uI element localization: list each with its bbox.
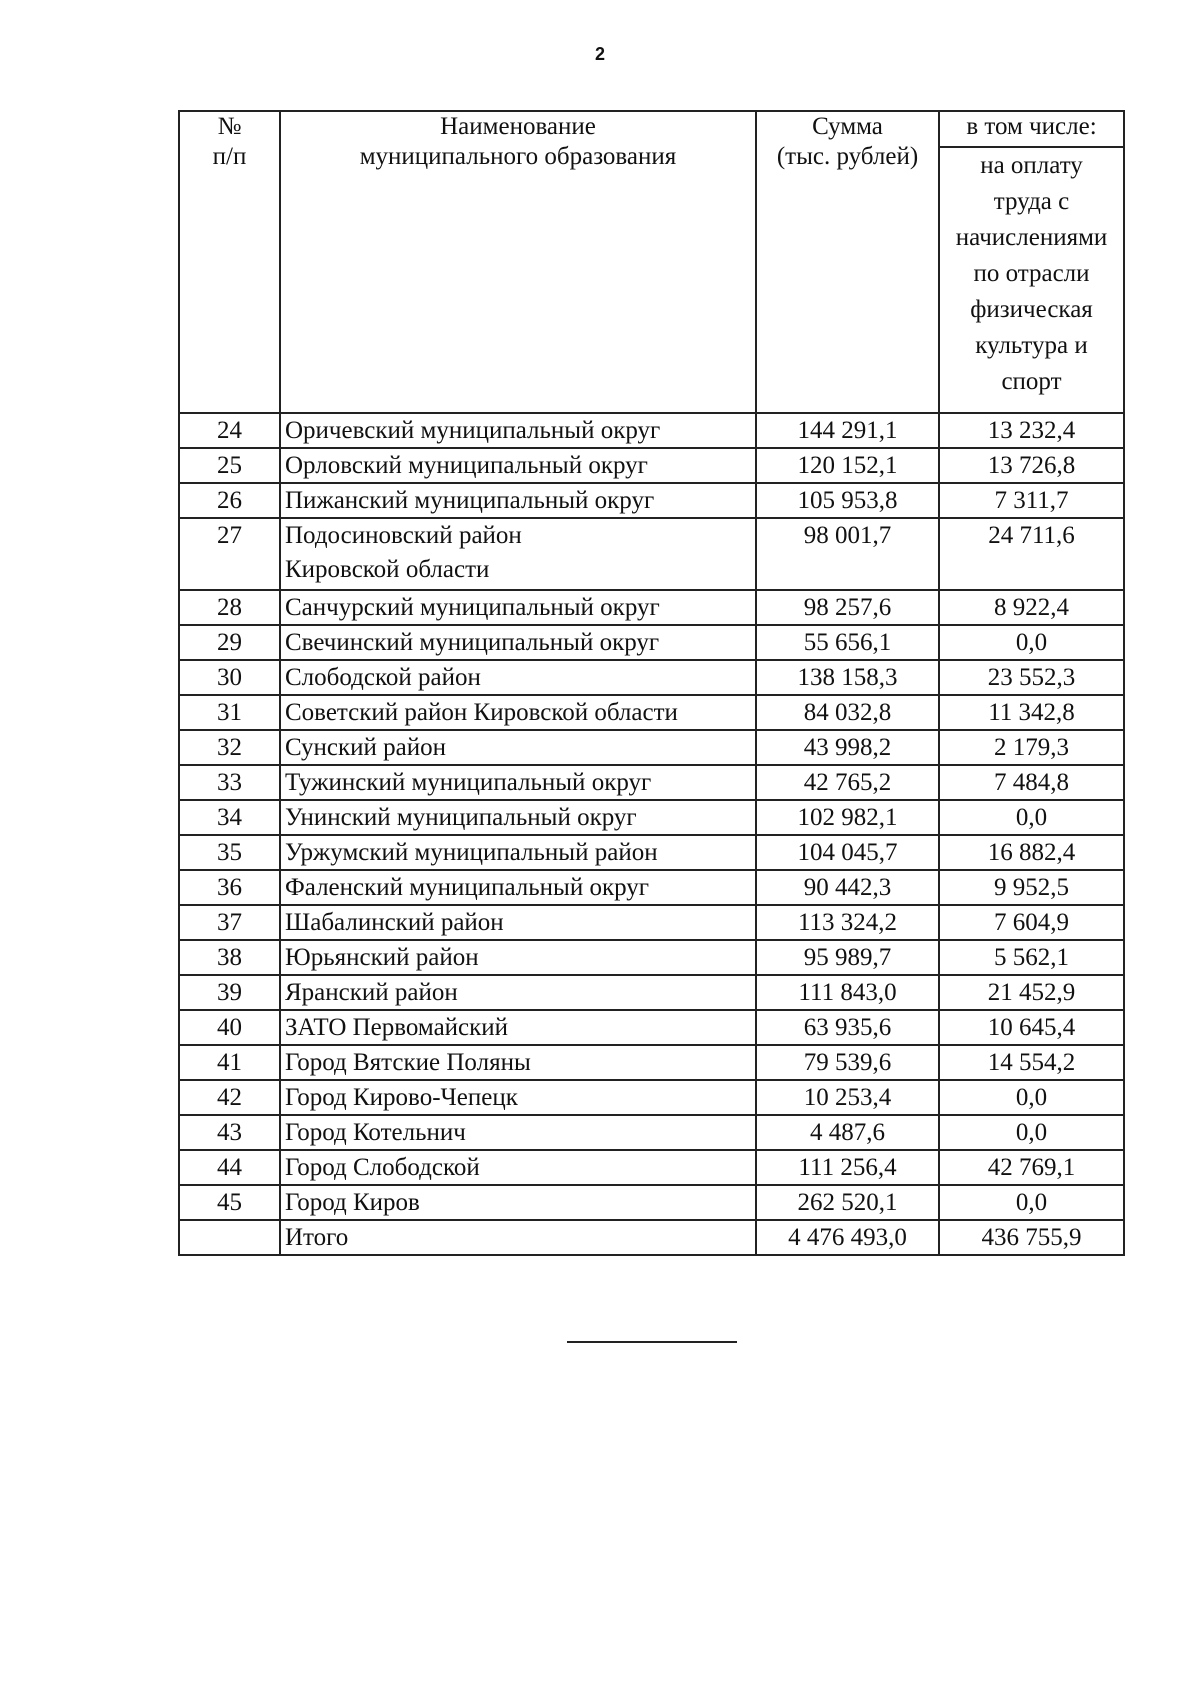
row-labor: 14 554,2 (939, 1045, 1124, 1080)
total-number (179, 1220, 280, 1255)
row-sum: 102 982,1 (756, 800, 939, 835)
row-labor: 24 711,6 (939, 518, 1124, 590)
row-number: 42 (179, 1080, 280, 1115)
header-number-line: п/п (212, 143, 247, 170)
header-labor-line: спорт (1001, 368, 1062, 395)
row-sum: 138 158,3 (756, 660, 939, 695)
municipality-name-line: Город Киров (285, 1189, 420, 1216)
table-row (179, 1045, 1124, 1080)
municipality-name-line: Унинский муниципальный округ (285, 804, 637, 831)
municipality-name-line: Слободской район (285, 664, 481, 691)
row-labor: 0,0 (939, 625, 1124, 660)
row-number: 34 (179, 800, 280, 835)
total-label: Итого (280, 1220, 756, 1255)
header-labor-line: по отрасли (973, 260, 1090, 287)
table-row (179, 625, 1124, 660)
table-body (179, 413, 1124, 1220)
municipality-name (280, 905, 756, 940)
municipality-name (280, 1010, 756, 1045)
municipality-name-line: Тужинский муниципальный округ (285, 769, 652, 796)
row-number: 38 (179, 940, 280, 975)
municipality-name-line: Свечинский муниципальный округ (285, 629, 660, 656)
row-sum: 111 256,4 (756, 1150, 939, 1185)
municipality-name (280, 800, 756, 835)
row-sum: 144 291,1 (756, 413, 939, 448)
row-sum: 55 656,1 (756, 625, 939, 660)
municipality-name (280, 625, 756, 660)
row-sum: 120 152,1 (756, 448, 939, 483)
municipality-name (280, 975, 756, 1010)
row-labor: 7 311,7 (939, 483, 1124, 518)
row-sum: 113 324,2 (756, 905, 939, 940)
row-labor: 9 952,5 (939, 870, 1124, 905)
row-number: 29 (179, 625, 280, 660)
row-number: 39 (179, 975, 280, 1010)
row-number: 41 (179, 1045, 280, 1080)
municipality-name (280, 1150, 756, 1185)
municipality-name-line: Шабалинский район (285, 909, 504, 936)
row-sum: 98 001,7 (756, 518, 939, 590)
municipality-name (280, 695, 756, 730)
row-labor: 0,0 (939, 800, 1124, 835)
municipality-name-line: Город Кирово-Чепецк (285, 1084, 518, 1111)
table-row (179, 590, 1124, 625)
closing-rule (567, 1341, 737, 1343)
row-labor: 7 604,9 (939, 905, 1124, 940)
municipality-name-line: Город Вятские Поляны (285, 1049, 531, 1076)
header-labor-line: труда с (993, 188, 1070, 215)
row-labor: 0,0 (939, 1080, 1124, 1115)
municipality-name (280, 1115, 756, 1150)
municipality-name-line: Сунский район (285, 734, 447, 761)
municipality-name-line: Город Котельнич (285, 1119, 466, 1146)
municipality-name-line: Орловский муниципальный округ (285, 452, 648, 479)
row-number: 35 (179, 835, 280, 870)
row-number: 26 (179, 483, 280, 518)
row-labor: 2 179,3 (939, 730, 1124, 765)
table-row (179, 940, 1124, 975)
table-row (179, 1080, 1124, 1115)
municipality-name (280, 870, 756, 905)
row-number: 31 (179, 695, 280, 730)
table-row (179, 695, 1124, 730)
row-number: 44 (179, 1150, 280, 1185)
row-sum: 42 765,2 (756, 765, 939, 800)
municipality-name-line: Город Слободской (285, 1154, 480, 1181)
table-row (179, 835, 1124, 870)
row-labor: 13 232,4 (939, 413, 1124, 448)
municipality-name-line: Кировской области (285, 556, 490, 583)
municipality-name-line: Пижанский муниципальный округ (285, 487, 655, 514)
row-number: 32 (179, 730, 280, 765)
table-row (179, 1115, 1124, 1150)
row-labor: 0,0 (939, 1185, 1124, 1220)
row-number: 25 (179, 448, 280, 483)
municipality-name-line: Оричевский муниципальный округ (285, 417, 661, 444)
row-sum: 10 253,4 (756, 1080, 939, 1115)
header-labor-line: на оплату (980, 152, 1083, 179)
municipality-name-line: Санчурский муниципальный округ (285, 594, 660, 621)
municipality-name-line: Подосиновский район (285, 522, 522, 549)
table-footer (179, 1220, 1124, 1255)
row-sum: 79 539,6 (756, 1045, 939, 1080)
row-labor: 5 562,1 (939, 940, 1124, 975)
row-labor: 13 726,8 (939, 448, 1124, 483)
row-labor: 10 645,4 (939, 1010, 1124, 1045)
table-header (179, 111, 1124, 413)
row-number: 33 (179, 765, 280, 800)
row-labor: 11 342,8 (939, 695, 1124, 730)
total-sum: 4 476 493,0 (756, 1220, 939, 1255)
row-number: 27 (179, 518, 280, 590)
table-row (179, 518, 1124, 590)
municipality-name (280, 1080, 756, 1115)
header-sum-line: (тыс. рублей) (776, 143, 919, 170)
allocation-table (178, 110, 1125, 1256)
row-number: 36 (179, 870, 280, 905)
header-labor (939, 147, 1124, 413)
header-name-line: муниципального образования (359, 143, 677, 170)
table-row (179, 1150, 1124, 1185)
table-row (179, 413, 1124, 448)
municipality-name (280, 940, 756, 975)
page-number: 2 (594, 44, 605, 64)
table-row (179, 905, 1124, 940)
row-number: 45 (179, 1185, 280, 1220)
row-labor: 23 552,3 (939, 660, 1124, 695)
table-row (179, 1185, 1124, 1220)
row-sum: 43 998,2 (756, 730, 939, 765)
header-number-line: № (217, 113, 242, 140)
municipality-name (280, 1045, 756, 1080)
total-row (179, 1220, 1124, 1255)
row-number: 40 (179, 1010, 280, 1045)
table-row (179, 483, 1124, 518)
municipality-name-line: Юрьянский район (285, 944, 479, 971)
header-name (280, 111, 756, 413)
table-row (179, 870, 1124, 905)
municipality-name (280, 413, 756, 448)
municipality-name (280, 518, 756, 590)
row-labor: 8 922,4 (939, 590, 1124, 625)
municipality-name-line: Фаленский муниципальный округ (285, 874, 650, 901)
table-row (179, 765, 1124, 800)
header-sum (756, 111, 939, 413)
header-including: в том числе: (939, 111, 1124, 147)
row-number: 28 (179, 590, 280, 625)
row-number: 30 (179, 660, 280, 695)
row-sum: 262 520,1 (756, 1185, 939, 1220)
municipality-name-line: Советский район Кировской области (285, 699, 678, 726)
municipality-name (280, 590, 756, 625)
municipality-name (280, 660, 756, 695)
total-labor: 436 755,9 (939, 1220, 1124, 1255)
municipality-name (280, 765, 756, 800)
row-sum: 4 487,6 (756, 1115, 939, 1150)
municipality-name-line: Уржумский муниципальный район (285, 839, 658, 866)
table-row (179, 660, 1124, 695)
table-row (179, 730, 1124, 765)
row-number: 24 (179, 413, 280, 448)
municipality-name (280, 835, 756, 870)
row-sum: 98 257,6 (756, 590, 939, 625)
row-sum: 95 989,7 (756, 940, 939, 975)
header-labor-line: культура и (975, 332, 1088, 359)
municipality-name (280, 483, 756, 518)
row-sum: 90 442,3 (756, 870, 939, 905)
row-sum: 84 032,8 (756, 695, 939, 730)
header-sum-line: Сумма (812, 113, 883, 140)
municipality-name (280, 730, 756, 765)
row-labor: 16 882,4 (939, 835, 1124, 870)
row-sum: 104 045,7 (756, 835, 939, 870)
row-sum: 105 953,8 (756, 483, 939, 518)
row-labor: 0,0 (939, 1115, 1124, 1150)
header-number (179, 111, 280, 413)
municipality-name (280, 448, 756, 483)
table-row (179, 800, 1124, 835)
municipality-name-line: Яранский район (285, 979, 458, 1006)
header-labor-line: физическая (970, 296, 1093, 323)
row-labor: 7 484,8 (939, 765, 1124, 800)
row-sum: 63 935,6 (756, 1010, 939, 1045)
municipality-name-line: ЗАТО Первомайский (285, 1014, 509, 1041)
row-sum: 111 843,0 (756, 975, 939, 1010)
header-labor-line: начислениями (955, 224, 1108, 251)
row-labor: 42 769,1 (939, 1150, 1124, 1185)
row-number: 43 (179, 1115, 280, 1150)
table-row (179, 1010, 1124, 1045)
row-number: 37 (179, 905, 280, 940)
header-name-line: Наименование (440, 113, 596, 140)
table-row (179, 448, 1124, 483)
table-row (179, 975, 1124, 1010)
row-labor: 21 452,9 (939, 975, 1124, 1010)
municipality-name (280, 1185, 756, 1220)
